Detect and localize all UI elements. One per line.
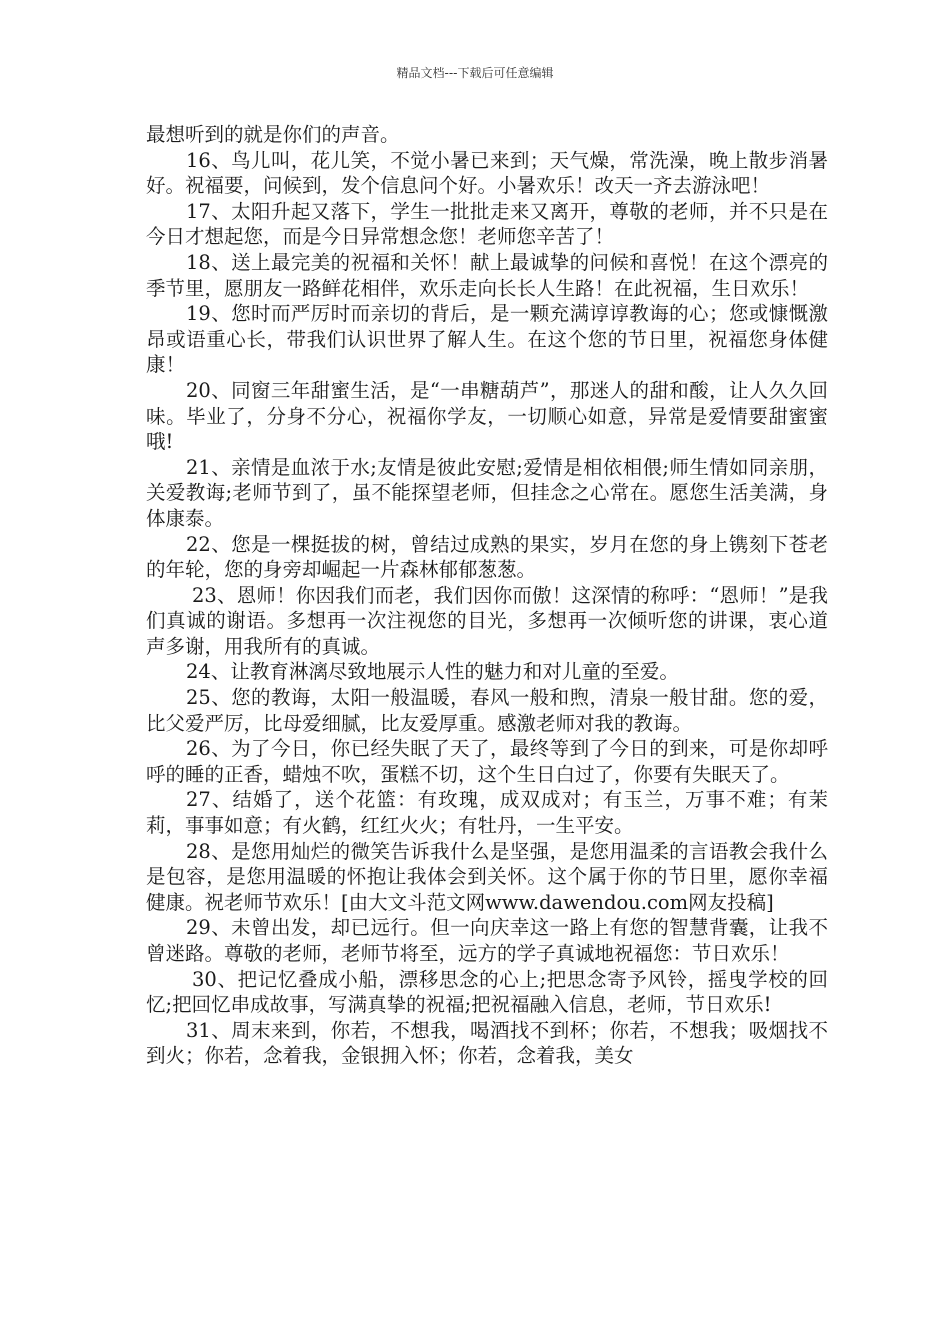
paragraph: 30、把记忆叠成小船，漂移思念的心上;把思念寄予风铃，摇曳学校的回忆;把回忆串成故事，写满真挚的祝福;把祝福融入信息，老师，节日欢乐!	[146, 967, 828, 1017]
page-header: 精品文档---下载后可任意编辑	[396, 66, 554, 80]
paragraph: 21、亲情是血浓于水;友情是彼此安慰;爱情是相依相偎;师生情如同亲朋，关爱教诲;老师节到了，虽不能探望老师，但挂念之心常在。愿您生活美满，身体康泰。	[146, 455, 828, 530]
paragraph: 最想听到的就是你们的声音。	[146, 123, 400, 146]
paragraph: 16、鸟儿叫，花儿笑，不觉小暑已来到；天气燥，常洗澡，晚上散步消暑好。祝福要，问候到，发个信息问个好。小暑欢乐！改天一齐去游泳吧！	[146, 148, 828, 198]
paragraph: 19、您时而严厉时而亲切的背后，是一颗充满谆谆教诲的心；您或慷慨激昂或语重心长，带我们认识世界了解人生。在这个您的节日里，祝福您身体健康！	[146, 302, 828, 377]
paragraph: 26、为了今日，你已经失眠了天了，最终等到了今日的到来，可是你却呼呼的睡的正香，蜡烛不吹，蛋糕不切，这个生日白过了，你要有失眠天了。	[146, 737, 828, 786]
paragraph: 27、结婚了，送个花篮：有玫瑰，成双成对；有玉兰，万事不难；有茉莉，事事如意；有火鹤，红红火火；有牡丹，一生平安。	[146, 788, 828, 838]
paragraph: 23、恩师！你因我们而老，我们因你而傲！这深情的称呼：“恩师！”是我们真诚的谢语。多想再一次注视您的目光，多想再一次倾听您的讲课，衷心道声多谢，用我所有的真诚。	[146, 583, 828, 658]
paragraph: 25、您的教诲，太阳一般温暖，春风一般和煦，清泉一般甘甜。您的爱，比父爱严厉，比母爱细腻，比友爱厚重。感激老师对我的教诲。	[146, 686, 828, 735]
document-body	[146, 122, 828, 1069]
paragraph: 24、让教育淋漓尽致地展示人性的魅力和对儿童的至爱。	[186, 660, 679, 684]
paragraph: 20、同窗三年甜蜜生活，是“一串糖葫芦”，那迷人的甜和酸，让人久久回味。毕业了，分身不分心，祝福你学友，一切顺心如意，异常是爱情要甜蜜蜜哦!	[146, 378, 828, 454]
paragraph: 17、太阳升起又落下，学生一批批走来又离开，尊敬的老师，并不只是在今日才想起您，而是今日异常想念您！老师您辛苦了！	[146, 199, 828, 249]
paragraph: 29、未曾出发，却已远行。但一向庆幸这一路上有您的智慧背囊，让我不曾迷路。尊敬的老师，老师节将至，远方的学子真诚地祝福您：节日欢乐！	[146, 916, 828, 965]
paragraph: 18、送上最完美的祝福和关怀！献上最诚挚的问候和喜悦！在这个漂亮的季节里，愿朋友一路鲜花相伴，欢乐走向长长人生路！在此祝福，生日欢乐！	[146, 250, 828, 300]
paragraph: 31、周末来到，你若，不想我，喝酒找不到杯；你若，不想我；吸烟找不到火；你若，念着我，金银拥入怀；你若，念着我，美女	[146, 1018, 828, 1068]
paragraph: 28、是您用灿烂的微笑告诉我什么是坚强，是您用温柔的言语教会我什么是包容，是您用温暖的怀抱让我体会到关怀。这个属于你的节日里，愿你幸福健康。祝老师节欢乐！[由大文斗范文网www.dawendou.com网友投稿]	[146, 839, 828, 914]
paragraph: 22、您是一棵挺拔的树，曾结过成熟的果实，岁月在您的身上镌刻下苍老的年轮，您的身旁却崛起一片森林郁郁葱葱。	[146, 532, 828, 582]
